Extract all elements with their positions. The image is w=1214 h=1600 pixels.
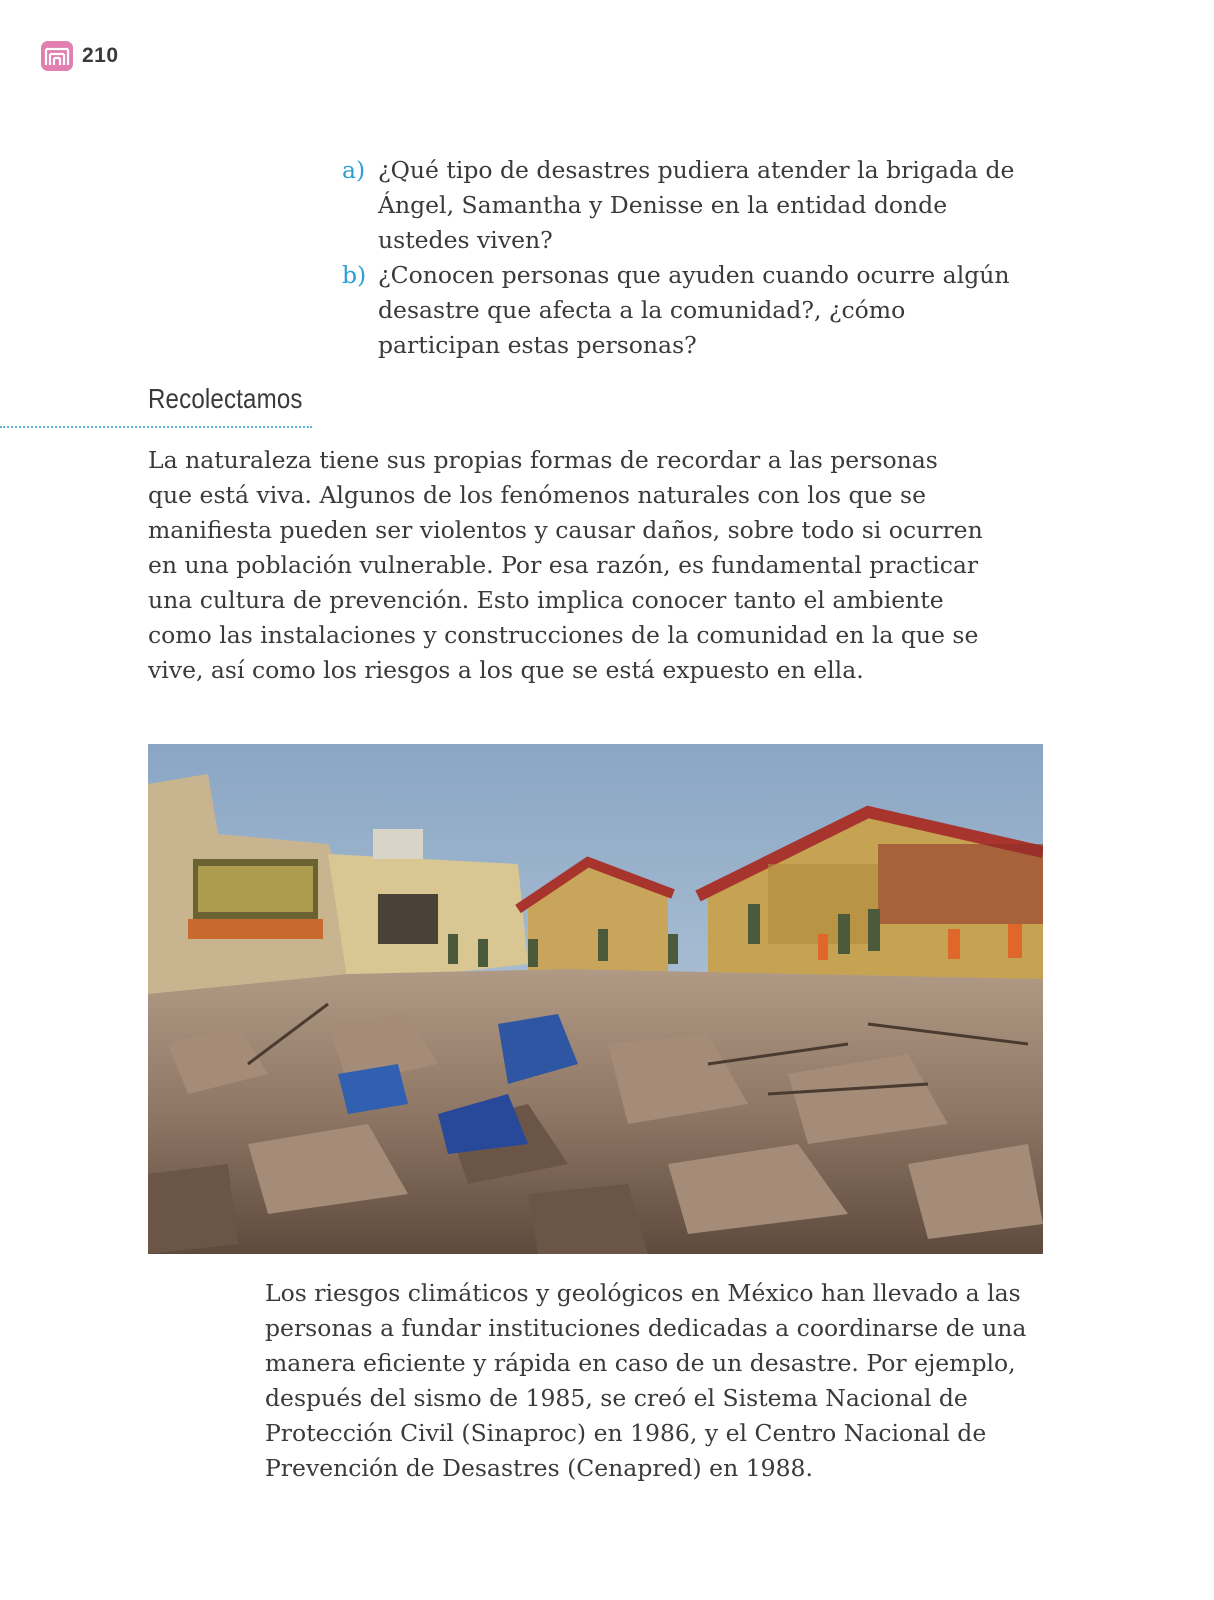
question-b xyxy=(342,258,1022,363)
question-list xyxy=(342,153,1022,363)
question-a xyxy=(342,153,1022,258)
body-paragraph: La naturaleza tiene sus propias formas de recordar a las personas que está viva. Algunos de los fenómenos naturales con los que se manifiesta pueden ser violentos y causar daños, sobre todo si ocurren en una población vulnerable. Por esa razón, es fundamental practicar una cultura de prevención. Esto implica conocer tanto el ambiente como las instalaciones y construcciones de la comunidad en la que se vive, así como los riesgos a los que se está expuesto en ella. xyxy=(148,446,983,684)
section-title: Recolectamos xyxy=(148,383,303,414)
question-letter: a) xyxy=(342,156,366,184)
section-divider xyxy=(0,426,312,428)
earthquake-rubble-photo xyxy=(148,744,1043,1254)
photo-caption: Los riesgos climáticos y geológicos en México han llevado a las personas a fundar instituciones dedicadas a coordinarse de una manera eficiente y rápida en caso de un desastre. Por ejemplo, después del sismo de 1985, se creó el Sistema Nacional de Protección Civil (Sinaproc) en 1986, y el Centro Nacional de Prevención de Desastres (Cenapred) en 1988. xyxy=(265,1279,1027,1482)
question-text: ¿Conocen personas que ayuden cuando ocurre algún desastre que afecta a la comunidad?, ¿cómo participan estas personas? xyxy=(378,261,1010,359)
question-text: ¿Qué tipo de desastres pudiera atender la brigada de Ángel, Samantha y Denisse en la entidad donde ustedes viven? xyxy=(378,156,1015,254)
question-letter: b) xyxy=(342,261,367,289)
page-header xyxy=(40,40,119,72)
glyph-icon xyxy=(40,40,74,72)
page-number: 210 xyxy=(82,44,119,67)
